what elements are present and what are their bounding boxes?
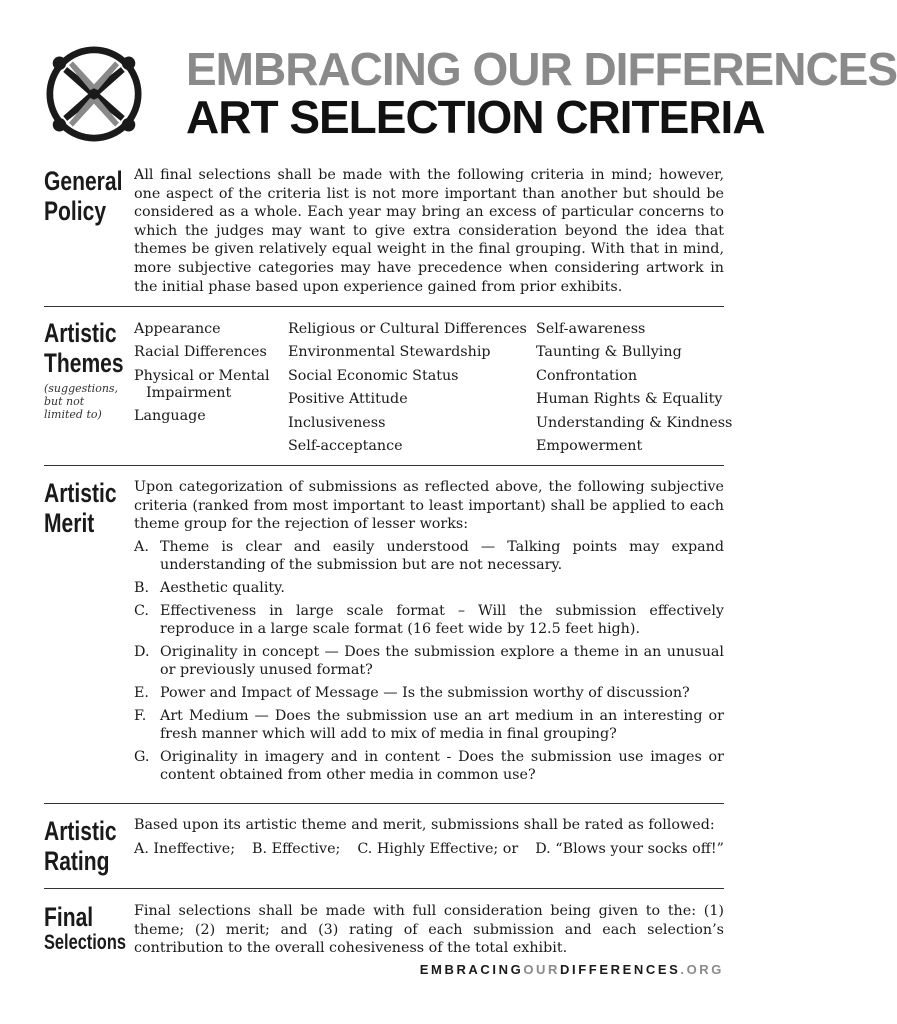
artistic-rating-label [44,816,117,876]
footer-part: OUR [523,962,561,977]
criteria-letter: E. [134,684,149,701]
themes-column-1 [134,318,270,429]
section-label-line-1: General [44,166,123,196]
theme-item-continuation: Impairment [146,385,232,402]
section-label-line-1: Artistic [44,478,117,508]
theme-item: Confrontation [536,367,638,384]
criteria-text: Art Medium — Does the submission use an art medium in an interesting or fresh manner which will add to mix of media in final grouping? [160,707,724,743]
themes-column-3 [536,318,732,458]
criteria-letter: A. [134,538,149,555]
section-divider [44,306,724,307]
criteria-text: Effectiveness in large scale format – Will the submission effectively reproduce in a large scale format (16 feet wide by 12.5 feet high). [160,602,724,638]
artistic-rating-body [134,816,724,858]
final-selections-section [44,902,724,958]
criteria-letter: G. [134,748,150,765]
general-policy-label [44,166,123,226]
rating-option: A. Ineffective; [134,840,236,857]
section-divider [44,465,724,466]
artistic-rating-section [44,816,724,882]
section-label-line-2: Selections [44,931,126,954]
artistic-merit-section [44,478,724,798]
artistic-merit-intro: Upon categorization of submissions as reflected above, the following subjective criteria (ranked from most important to least important) shall be applied to each theme group for the rejection of lesser works: [134,479,724,533]
footer-part: DIFFERENCES [560,962,681,977]
final-selections-text: Final selections shall be made with full consideration being given to the: (1) theme; (2) merit; and (3) rating of each submission and each selection’s contribution to the overall cohesiveness of the total exhibit. [134,903,724,957]
criteria-text: Aesthetic quality. [160,579,285,596]
theme-item: Physical or Mental [134,367,270,384]
themes-note: (suggestions, but not limited to) [44,382,119,421]
section-label-line-1: Artistic [44,816,117,846]
rating-option: B. Effective; [252,840,341,857]
list-item [134,684,724,703]
artistic-merit-body [134,478,724,789]
theme-item: Positive Attitude [288,391,408,408]
footer-part: EMBRACING [419,962,524,977]
theme-item: Empowerment [536,438,643,455]
general-policy-text: All final selections shall be made with the following criteria in mind; however, one aspect of the criteria list is not more important than another but should be considered as a whole. Each year may bring an excess of particular concerns to which the judges may want to give extra consideration beyond the idea that themes be given relatively equal weight in the final grouping. With that in mind, more subjective categories may have precedence when considering artwork in the initial phase based upon experience gained from prior exhibits. [134,167,724,295]
rating-option: C. Highly Effective; or [357,840,519,857]
list-item [134,602,724,639]
theme-item: Taunting & Bullying [536,344,682,361]
criteria-text: Power and Impact of Message — Is the submission worthy of discussion? [160,684,690,701]
list-item [134,707,724,744]
section-label-line-2: Themes [44,348,124,378]
section-divider [44,888,724,889]
rating-option: D. “Blows your socks off!” [535,840,724,857]
section-label-line-2: Merit [44,508,95,538]
criteria-text: Originality in concept — Does the submission explore a theme in an unusual or previously unused format? [160,643,724,679]
theme-item: Racial Differences [134,344,267,361]
section-divider [44,803,724,804]
merit-criteria-list [134,538,724,785]
final-selections-label [44,902,126,954]
theme-item: Language [134,408,206,425]
section-label-line-1: Artistic [44,318,117,348]
theme-item: Environmental Stewardship [288,344,491,361]
list-item [134,538,724,575]
artistic-themes-section [44,318,733,458]
themes-column-2 [288,318,527,458]
theme-item: Understanding & Kindness [536,414,733,431]
section-label-line-2: Policy [44,196,107,226]
artistic-rating-intro: Based upon its artistic theme and merit, submissions shall be rated as followed: [134,817,715,833]
theme-item: Self-acceptance [288,438,403,455]
theme-item: Appearance [134,321,221,337]
section-label-line-1: Final [44,902,94,932]
theme-item: Inclusiveness [288,414,386,431]
criteria-letter: F. [134,707,147,724]
criteria-letter: B. [134,579,150,596]
header [40,42,897,143]
criteria-letter: D. [134,643,150,660]
theme-item: Religious or Cultural Differences [288,321,527,337]
theme-item: Human Rights & Equality [536,391,723,408]
header-title-line-1: EMBRACING OUR DIFFERENCES [186,43,897,95]
header-title-line-2: ART SELECTION CRITERIA [186,91,765,143]
ratings-row [134,840,724,859]
artistic-merit-label [44,478,117,538]
criteria-text: Theme is clear and easily understood — Talking points may expand understanding of the submission but are not necessary. [160,538,724,574]
theme-item: Social Economic Status [288,367,459,384]
footer-website [420,962,724,977]
footer-part: .ORG [680,962,724,977]
list-item [134,643,724,680]
theme-item: Self-awareness [536,321,646,337]
list-item [134,748,724,785]
general-policy-section [44,166,724,296]
list-item [134,579,724,598]
criteria-text: Originality in imagery and in content - Does the submission use images or content obtained from other media in common use? [160,748,724,784]
circle-of-figures-logo-icon [46,46,142,142]
criteria-letter: C. [134,602,149,619]
section-label-line-2: Rating [44,846,110,876]
artistic-themes-label [44,318,124,378]
